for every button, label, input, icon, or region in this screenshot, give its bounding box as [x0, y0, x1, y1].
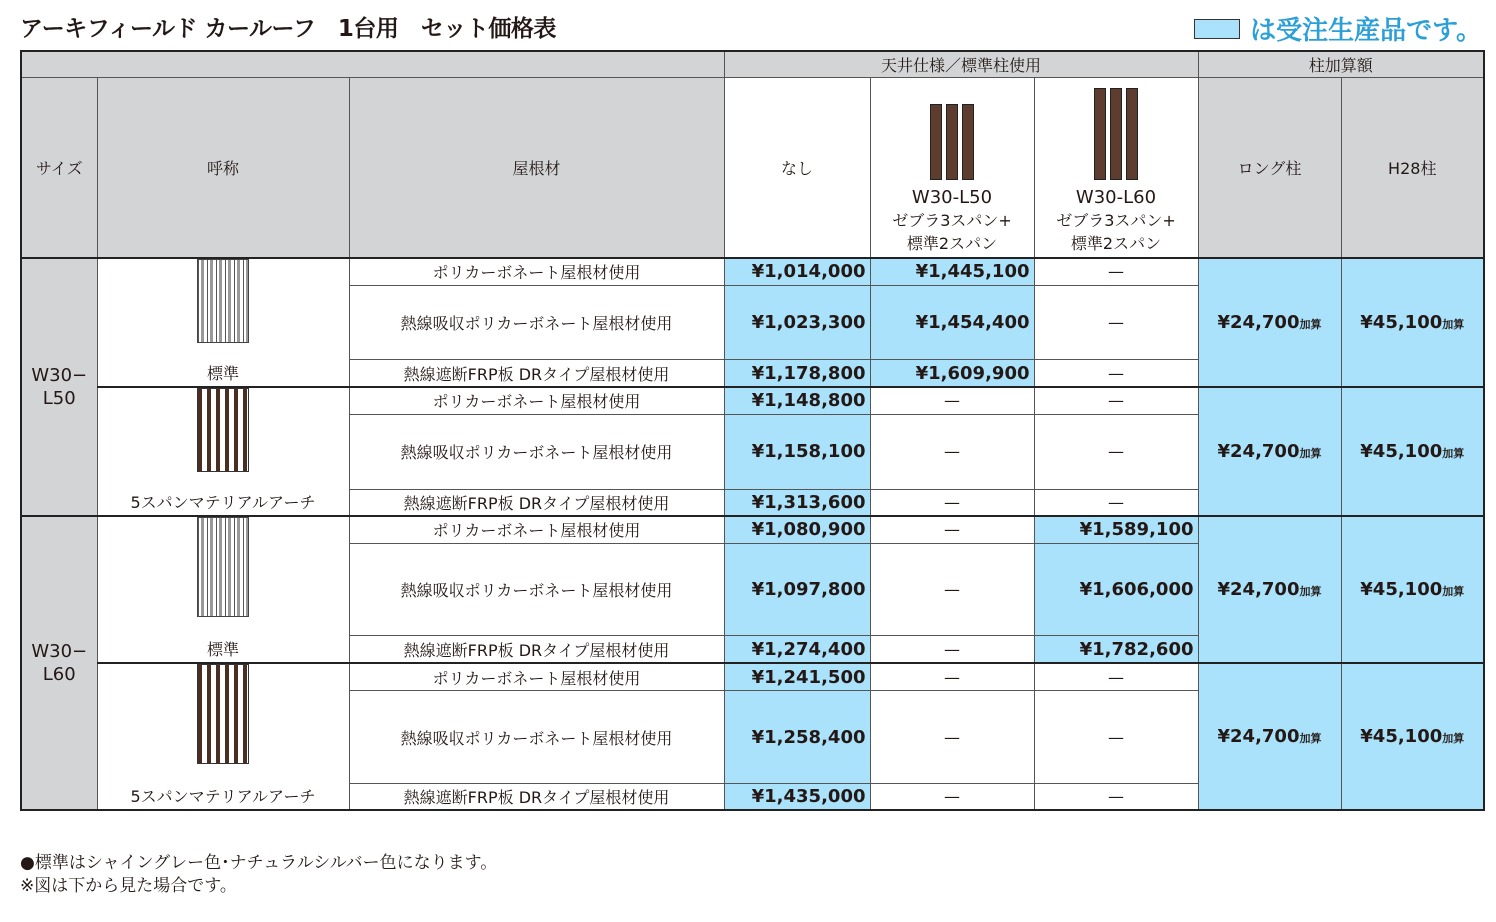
add-amount: ¥45,100	[1360, 579, 1443, 600]
l50-line1: W30-L50	[911, 187, 993, 208]
note: ※図は下から見た場合です。	[20, 876, 237, 896]
table-row	[21, 663, 1484, 691]
table-row	[21, 516, 1484, 543]
header-h28: H28柱	[1341, 77, 1484, 258]
price-none: ¥1,023,300	[724, 285, 870, 360]
roof-cell: 熱線吸収ポリカーボネート屋根材使用	[349, 691, 724, 784]
price-l50: —	[870, 516, 1034, 543]
price-l60: —	[1034, 490, 1198, 516]
roof-cell: 熱線吸収ポリカーボネート屋根材使用	[349, 285, 724, 360]
add-amount: ¥45,100	[1360, 312, 1443, 333]
price-none: ¥1,258,400	[724, 691, 870, 784]
header-post-group: 柱加算額	[1198, 51, 1484, 77]
price-none: ¥1,097,800	[724, 543, 870, 636]
add-suffix: 加算	[1442, 447, 1465, 460]
header-blank	[21, 51, 724, 77]
l50-line3: 標準2スパン	[906, 234, 998, 253]
header-none: なし	[724, 77, 870, 258]
price-none: ¥1,241,500	[724, 663, 870, 691]
roof-cell: 熱線吸収ポリカーボネート屋根材使用	[349, 414, 724, 490]
price-l60: ¥1,606,000	[1034, 543, 1198, 636]
price-l50: —	[870, 387, 1034, 414]
price-l60: —	[1034, 387, 1198, 414]
add-suffix: 加算	[1442, 585, 1465, 598]
add-suffix: 加算	[1299, 732, 1322, 745]
price-l60: —	[1034, 285, 1198, 360]
page-title: アーキフィールド カールーフ 1台用 セット価格表	[20, 16, 556, 42]
roof-cell: ポリカーボネート屋根材使用	[349, 258, 724, 285]
price-l60: —	[1034, 360, 1198, 387]
roof-cell: 熱線遮断FRP板 DRタイプ屋根材使用	[349, 783, 724, 810]
roof-cell: ポリカーボネート屋根材使用	[349, 387, 724, 414]
add-long	[1198, 663, 1341, 810]
legend-text: は受注生産品です。	[1250, 16, 1482, 46]
size-cell: W30− L50	[21, 258, 97, 516]
roof-cell: 熱線遮断FRP板 DRタイプ屋根材使用	[349, 490, 724, 516]
price-l60: —	[1034, 691, 1198, 784]
add-amount: ¥24,700	[1217, 441, 1300, 462]
price-none: ¥1,178,800	[724, 360, 870, 387]
add-long	[1198, 387, 1341, 516]
header-name: 呼称	[97, 77, 349, 258]
price-l60: —	[1034, 258, 1198, 285]
legend	[1194, 10, 1482, 47]
price-l50: ¥1,454,400	[870, 285, 1034, 360]
name-cell	[97, 516, 349, 663]
price-l50: ¥1,609,900	[870, 360, 1034, 387]
name-label: 5スパンマテリアルアーチ	[130, 787, 316, 806]
price-none: ¥1,148,800	[724, 387, 870, 414]
price-l60: ¥1,782,600	[1034, 636, 1198, 663]
header-size: サイズ	[21, 77, 97, 258]
material-arch-icon	[197, 388, 249, 472]
size-cell: W30− L60	[21, 516, 97, 810]
add-suffix: 加算	[1442, 318, 1465, 331]
name-cell	[97, 387, 349, 516]
add-long	[1198, 516, 1341, 663]
price-l60: ¥1,589,100	[1034, 516, 1198, 543]
l60-line1: W30-L60	[1075, 187, 1157, 208]
table-row	[21, 387, 1484, 414]
zebra-l50-image	[871, 104, 1034, 180]
table-row	[21, 258, 1484, 285]
roof-cell: ポリカーボネート屋根材使用	[349, 663, 724, 691]
add-suffix: 加算	[1299, 585, 1322, 598]
price-l50: ¥1,445,100	[870, 258, 1034, 285]
roof-cell: 熱線遮断FRP板 DRタイプ屋根材使用	[349, 360, 724, 387]
price-l50: —	[870, 636, 1034, 663]
add-amount: ¥24,700	[1217, 312, 1300, 333]
roof-cell: 熱線吸収ポリカーボネート屋根材使用	[349, 543, 724, 636]
add-amount: ¥24,700	[1217, 726, 1300, 747]
price-l50: —	[870, 663, 1034, 691]
standard-stripes-icon	[197, 259, 249, 343]
price-none: ¥1,274,400	[724, 636, 870, 663]
notes	[20, 852, 497, 898]
roof-cell: ポリカーボネート屋根材使用	[349, 516, 724, 543]
price-none: ¥1,080,900	[724, 516, 870, 543]
add-long	[1198, 258, 1341, 387]
name-cell	[97, 663, 349, 810]
name-label: 5スパンマテリアルアーチ	[130, 493, 316, 512]
l60-line2: ゼブラ3スパン+	[1056, 211, 1176, 230]
price-none: ¥1,435,000	[724, 783, 870, 810]
price-l60: —	[1034, 414, 1198, 490]
add-h28	[1341, 258, 1484, 387]
price-l50: —	[870, 543, 1034, 636]
legend-swatch	[1194, 19, 1240, 39]
header-roof: 屋根材	[349, 77, 724, 258]
name-cell	[97, 258, 349, 387]
name-label: 標準	[206, 640, 239, 659]
price-none: ¥1,158,100	[724, 414, 870, 490]
price-l60: —	[1034, 663, 1198, 691]
add-suffix: 加算	[1299, 447, 1322, 460]
price-none: ¥1,313,600	[724, 490, 870, 516]
material-arch-icon	[197, 664, 249, 764]
header-l50	[870, 77, 1034, 258]
header-ceiling-group: 天井仕様／標準柱使用	[724, 51, 1198, 77]
name-label: 標準	[206, 364, 239, 383]
price-l60: —	[1034, 783, 1198, 810]
add-amount: ¥45,100	[1360, 726, 1443, 747]
price-l50: —	[870, 783, 1034, 810]
price-l50: —	[870, 691, 1034, 784]
add-suffix: 加算	[1299, 318, 1322, 331]
add-h28	[1341, 387, 1484, 516]
zebra-l60-image	[1035, 88, 1198, 180]
add-h28	[1341, 516, 1484, 663]
add-amount: ¥24,700	[1217, 579, 1300, 600]
header-long: ロング柱	[1198, 77, 1341, 258]
standard-stripes-icon	[197, 517, 249, 617]
header-l60	[1034, 77, 1198, 258]
add-amount: ¥45,100	[1360, 441, 1443, 462]
add-suffix: 加算	[1442, 732, 1465, 745]
price-l50: —	[870, 414, 1034, 490]
price-table	[20, 50, 1485, 811]
note: ●標準はシャイングレー色･ナチュラルシルバー色になります。	[20, 853, 498, 873]
l60-line3: 標準2スパン	[1070, 234, 1162, 253]
add-h28	[1341, 663, 1484, 810]
price-none: ¥1,014,000	[724, 258, 870, 285]
roof-cell: 熱線遮断FRP板 DRタイプ屋根材使用	[349, 636, 724, 663]
l50-line2: ゼブラ3スパン+	[892, 211, 1012, 230]
price-l50: —	[870, 490, 1034, 516]
